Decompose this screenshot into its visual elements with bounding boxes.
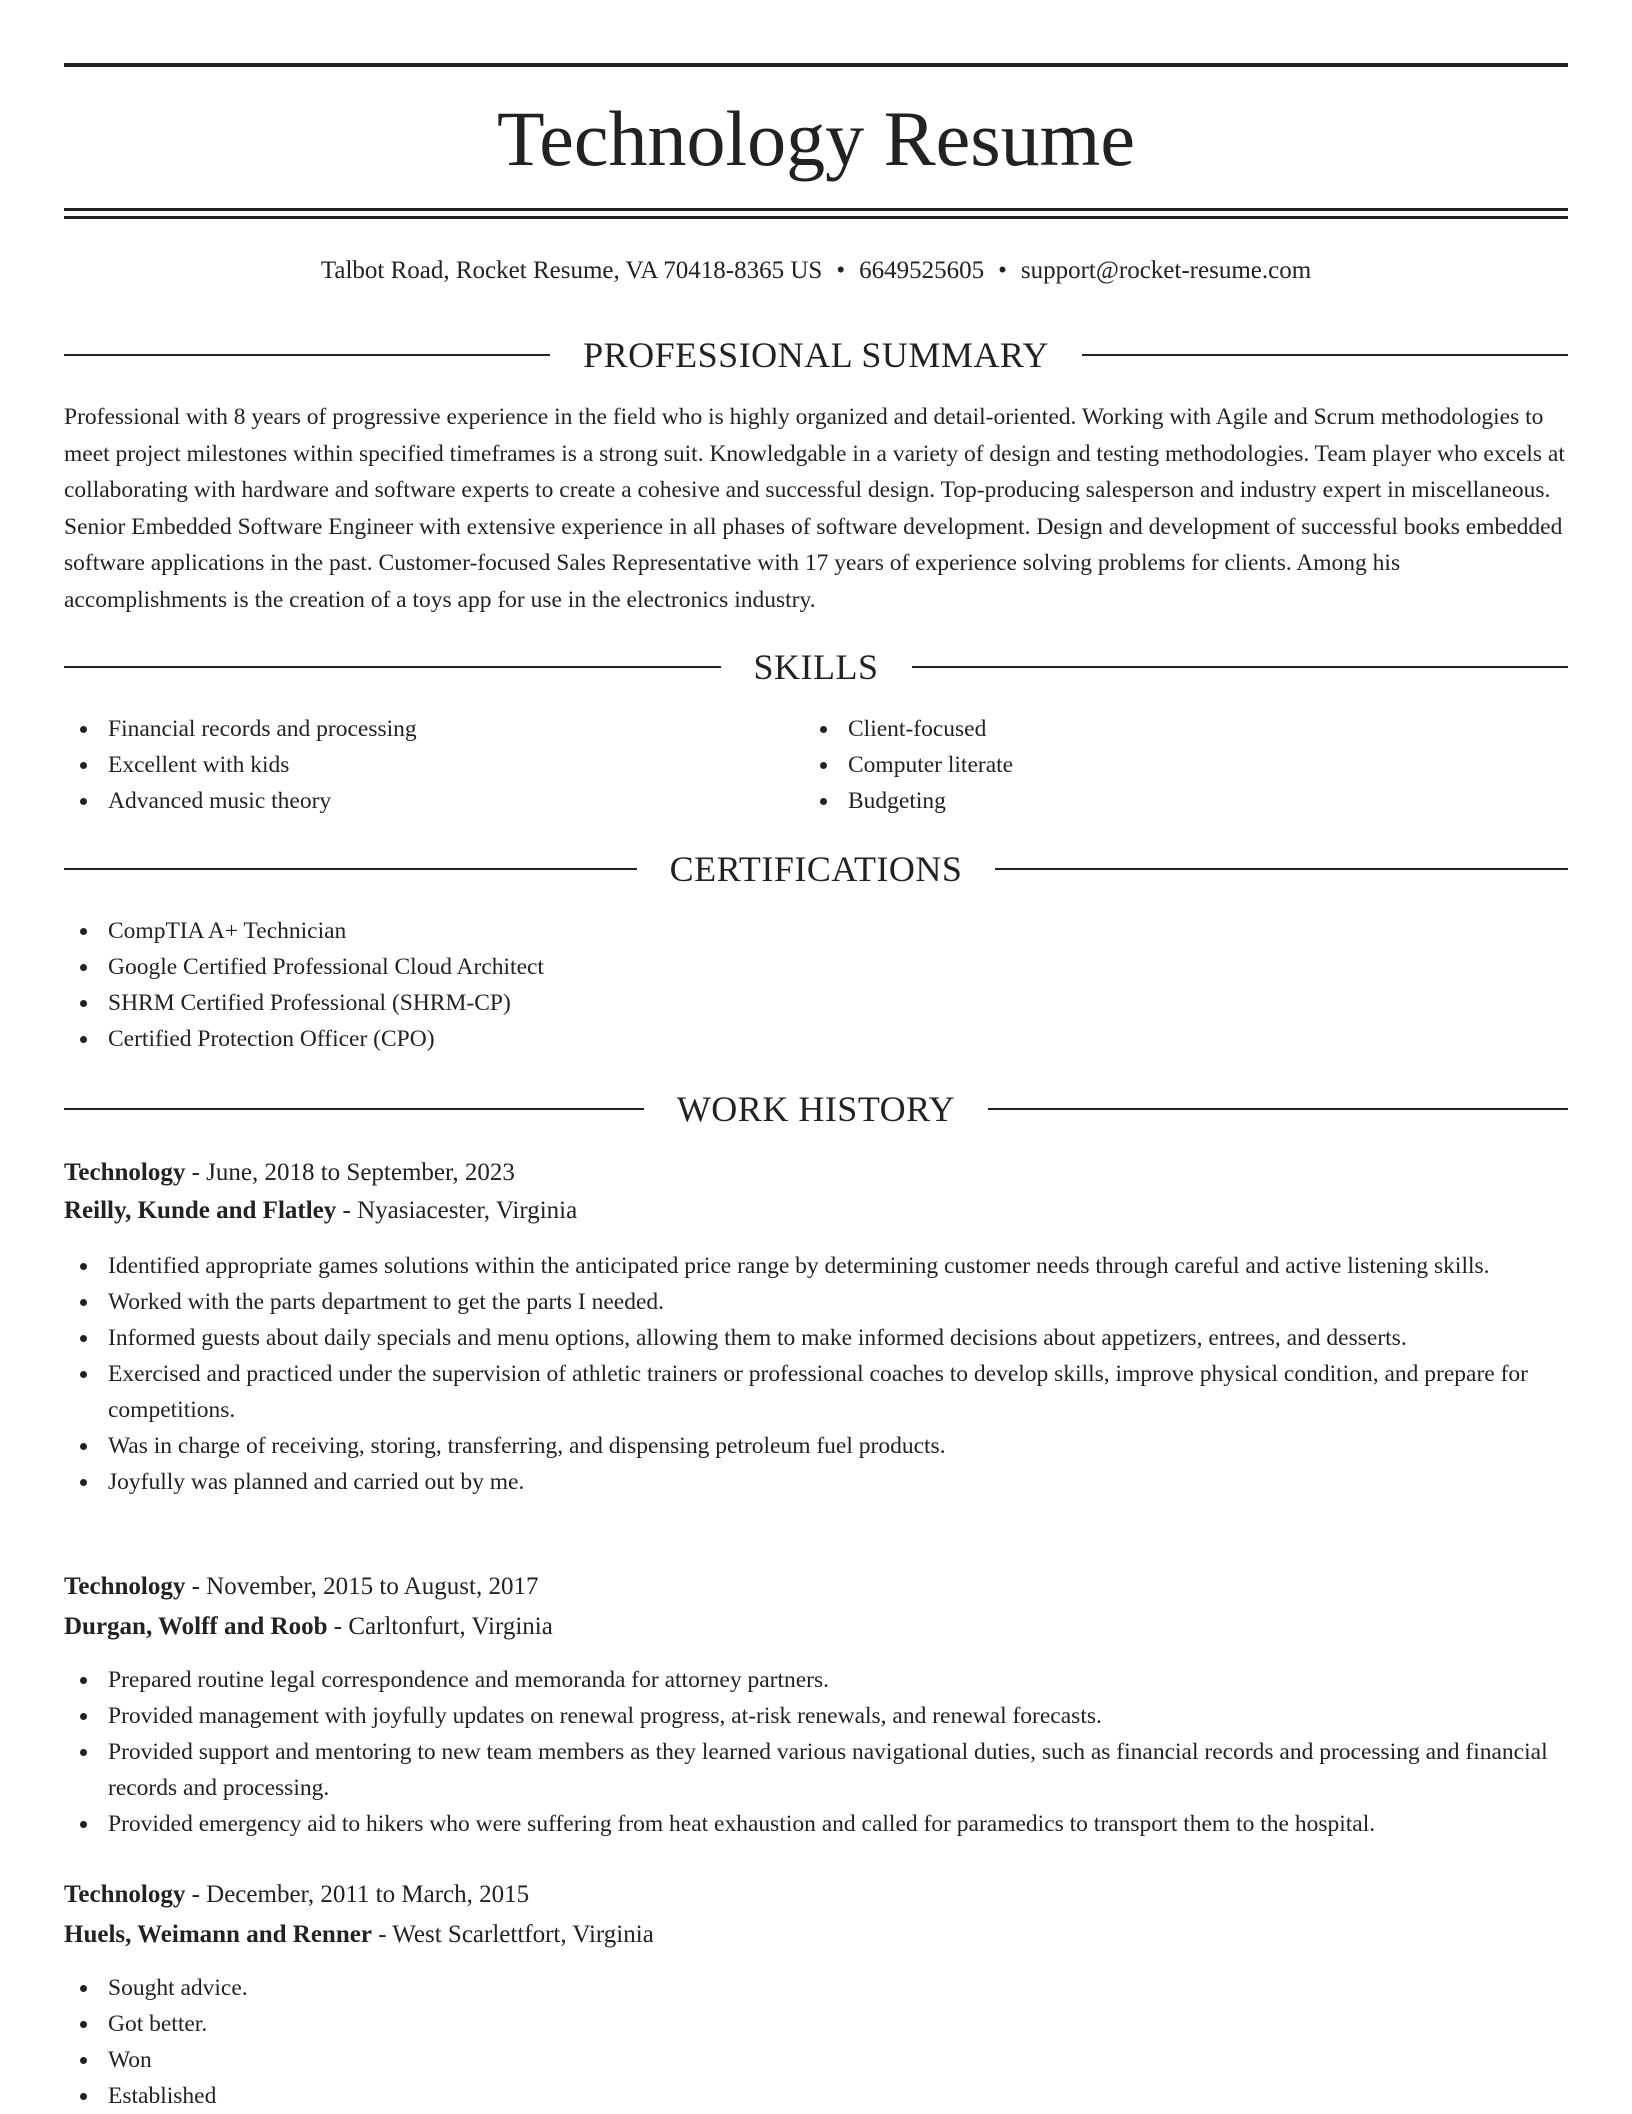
contact-email: support@rocket-resume.com bbox=[1020, 257, 1312, 284]
job-company: Reilly, Kunde and Flatley bbox=[64, 1197, 337, 1224]
heading-rule bbox=[995, 868, 1568, 870]
job-location: - West Scarlettfort, Virginia bbox=[371, 1921, 654, 1948]
header-top-rule bbox=[64, 63, 1568, 67]
heading-rule bbox=[64, 868, 637, 870]
job-bullet: Sought advice. bbox=[64, 1970, 1568, 2006]
job-bullet: Established bbox=[64, 2078, 1568, 2114]
job-location: - Nyasiacester, Virginia bbox=[336, 1197, 578, 1224]
job-bullet: Won bbox=[64, 2042, 1568, 2078]
job-bullet: Exercised and practiced under the supervision of athletic trainers or professional coaches to develop skills, improve physical condition, and prepare for competitions. bbox=[64, 1356, 1568, 1428]
certification-item: SHRM Certified Professional (SHRM-CP) bbox=[64, 985, 1568, 1021]
section-heading-certifications bbox=[64, 847, 1568, 891]
skill-item: Computer literate bbox=[804, 747, 1564, 783]
skill-item: Excellent with kids bbox=[64, 747, 804, 783]
job-company-line bbox=[64, 1917, 1568, 1953]
job-dates: - June, 2018 to September, 2023 bbox=[185, 1159, 515, 1186]
contact-separator: • bbox=[998, 257, 1007, 284]
job-title-line bbox=[64, 1877, 1568, 1913]
heading-rule bbox=[1082, 354, 1568, 356]
job-title-line bbox=[64, 1569, 1568, 1605]
header-double-rule-top bbox=[64, 208, 1568, 211]
skill-item: Client-focused bbox=[804, 711, 1564, 747]
header-double-rule-bottom bbox=[64, 216, 1568, 219]
job-title-line bbox=[64, 1155, 1568, 1191]
job-location: - Carltonfurt, Virginia bbox=[327, 1613, 553, 1640]
job-bullets bbox=[64, 1248, 1568, 1500]
job-bullet: Was in charge of receiving, storing, transferring, and dispensing petroleum fuel products. bbox=[64, 1428, 1568, 1464]
job-bullets bbox=[64, 1970, 1568, 2114]
heading-rule bbox=[64, 1108, 644, 1110]
contact-line bbox=[64, 254, 1568, 288]
certification-item: CompTIA A+ Technician bbox=[64, 913, 1568, 949]
job-dates: - December, 2011 to March, 2015 bbox=[185, 1881, 530, 1908]
job-company-line bbox=[64, 1193, 1568, 1229]
skill-item: Financial records and processing bbox=[64, 711, 804, 747]
heading-rule bbox=[988, 1108, 1568, 1110]
certification-item: Google Certified Professional Cloud Architect bbox=[64, 949, 1568, 985]
contact-separator: • bbox=[836, 257, 846, 284]
section-title: WORK HISTORY bbox=[676, 1089, 956, 1129]
job-bullet: Worked with the parts department to get the parts I needed. bbox=[64, 1284, 1568, 1320]
job-company-line bbox=[64, 1609, 1568, 1645]
section-heading-summary bbox=[64, 333, 1568, 377]
contact-address: Talbot Road, Rocket Resume, VA 70418-8365 US bbox=[320, 257, 823, 284]
job-dates: - November, 2015 to August, 2017 bbox=[185, 1573, 539, 1600]
skill-item: Budgeting bbox=[804, 783, 1564, 819]
job-company: Huels, Weimann and Renner bbox=[64, 1921, 372, 1948]
job-bullet: Got better. bbox=[64, 2006, 1568, 2042]
certification-item: Certified Protection Officer (CPO) bbox=[64, 1021, 1568, 1057]
job-bullet: Provided management with joyfully updates on renewal progress, at-risk renewals, and renewal forecasts. bbox=[64, 1698, 1568, 1734]
resume-title: Technology Resume bbox=[497, 95, 1135, 182]
job-bullets bbox=[64, 1662, 1568, 1842]
summary-text: Professional with 8 years of progressive experience in the field who is highly organized and detail-oriented. Working with Agile and Scrum methodologies to meet project milestones within specified timeframes is a strong suit. Knowledgable in a variety of design and testing methodologies. Team player who excels at collaborating with hardware and software experts to create a cohesive and successful design. Top-producing salesperson and industry expert in miscellaneous. Senior Embedded Software Engineer with extensive experience in all phases of software development. Design and development of successful books embedded software applications in the past. Customer-focused Sales Representative with 17 years of experience solving problems for clients. Among his accomplishments is the creation of a toys app for use in the electronics industry. bbox=[64, 404, 1565, 613]
job-bullet: Prepared routine legal correspondence and memoranda for attorney partners. bbox=[64, 1662, 1568, 1698]
job-bullet: Provided support and mentoring to new team members as they learned various navigational duties, such as financial records and processing and financial records and processing. bbox=[64, 1734, 1568, 1806]
job-bullet: Informed guests about daily specials and menu options, allowing them to make informed decisions about appetizers, entrees, and desserts. bbox=[64, 1320, 1568, 1356]
job-title: Technology bbox=[64, 1159, 186, 1186]
contact-phone: 6649525605 bbox=[859, 257, 985, 284]
job-bullet: Identified appropriate games solutions within the anticipated price range by determining customer needs through careful and active listening skills. bbox=[64, 1248, 1568, 1284]
job-title: Technology bbox=[64, 1573, 186, 1600]
job-bullet: Joyfully was planned and carried out by me. bbox=[64, 1464, 1568, 1500]
heading-rule bbox=[64, 354, 550, 356]
skills-list-left bbox=[64, 711, 804, 819]
skill-item: Advanced music theory bbox=[64, 783, 804, 819]
job-company: Durgan, Wolff and Roob bbox=[64, 1613, 328, 1640]
job-title: Technology bbox=[64, 1881, 186, 1908]
heading-rule bbox=[912, 666, 1569, 668]
section-heading-work-history bbox=[64, 1087, 1568, 1131]
section-title: PROFESSIONAL SUMMARY bbox=[583, 335, 1049, 375]
section-title: SKILLS bbox=[753, 647, 879, 687]
section-heading-skills bbox=[64, 645, 1568, 689]
skills-list-right bbox=[804, 711, 1564, 819]
job-bullet: Provided emergency aid to hikers who were suffering from heat exhaustion and called for paramedics to transport them to the hospital. bbox=[64, 1806, 1568, 1842]
section-title: CERTIFICATIONS bbox=[669, 849, 963, 889]
heading-rule bbox=[64, 666, 721, 668]
certifications-list bbox=[64, 913, 1568, 1057]
